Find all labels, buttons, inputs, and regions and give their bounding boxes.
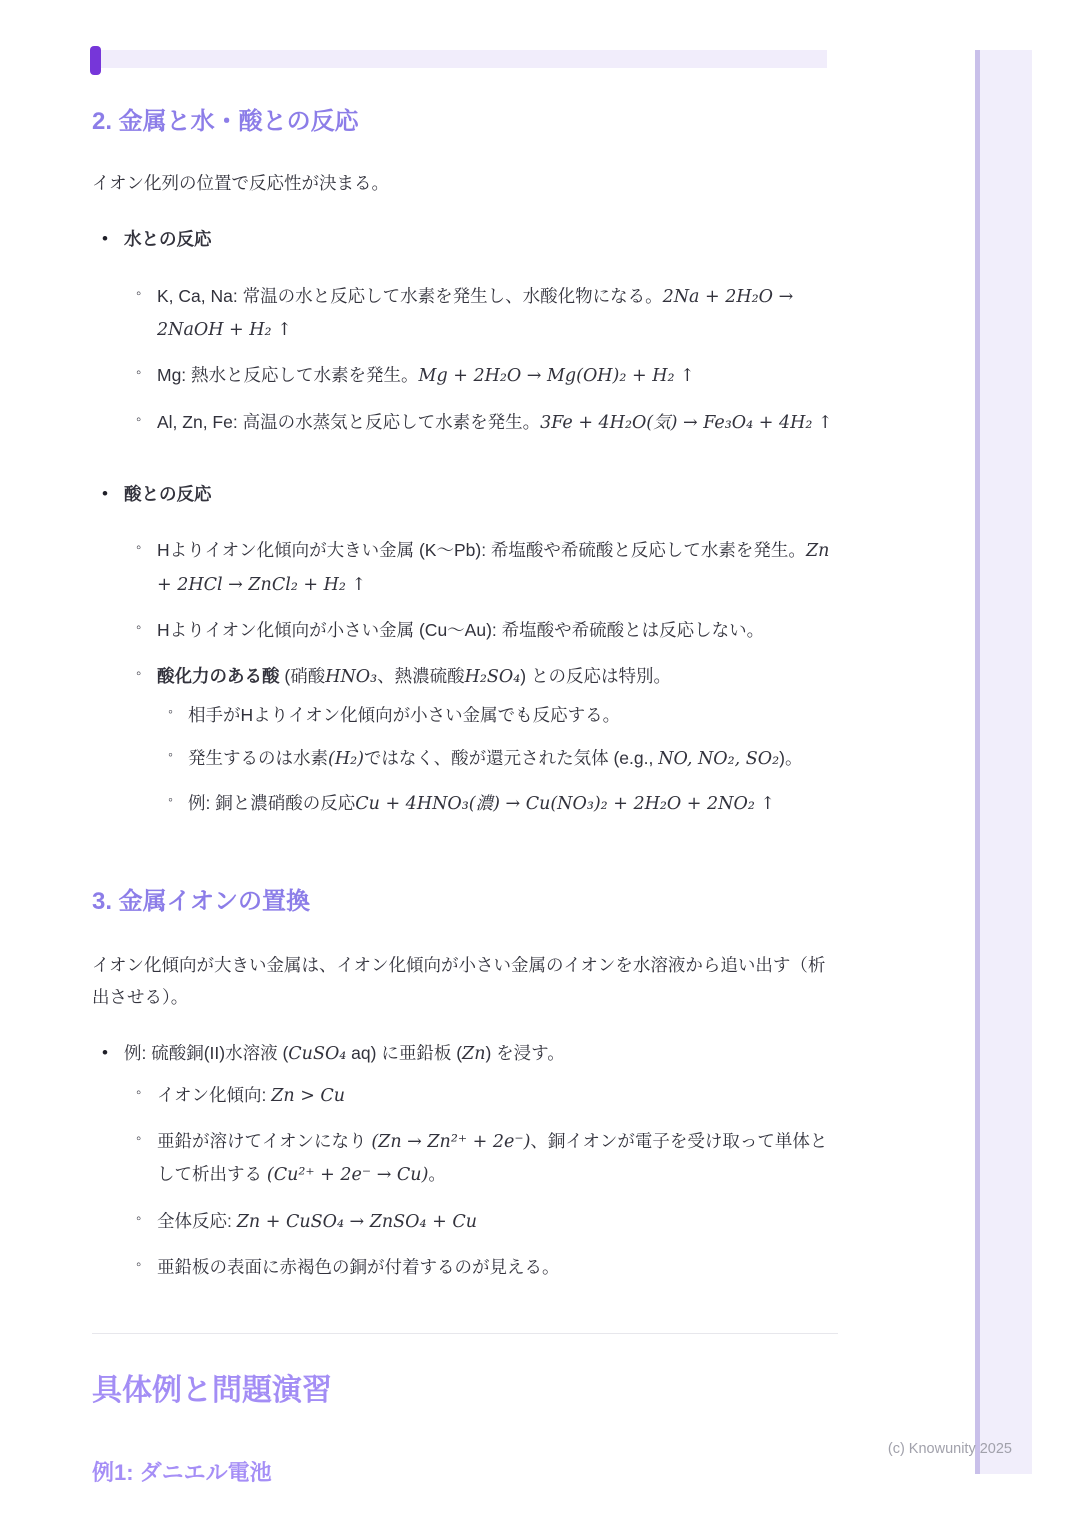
list-item-text: 全体反応: Zn + CuSO₄ → ZnSO₄ + Cu [157, 1210, 477, 1232]
list-item-text: K, Ca, Na: 常温の水と反応して水素を発生し、水酸化物になる。2Na + 2H₂O → 2NaOH + H₂ ↑ [157, 285, 794, 340]
circle-bullet-icon: ◦ [136, 539, 142, 557]
section-divider [92, 1333, 838, 1334]
list-item [168, 787, 838, 820]
list-item [136, 406, 838, 439]
example-lead-text: 例: 硫酸銅(II)水溶液 (CuSO₄ aq) に亜鉛板 (Zn) を浸す。 [124, 1043, 565, 1065]
list-item-text: Hよりイオン化傾向が小さい金属 (Cu〜Au): 希塩酸や希硫酸とは反応しない。 [157, 620, 765, 641]
list-item-text: 例: 銅と濃硝酸の反応Cu + 4HNO₃(濃) → Cu(NO₃)₂ + 2H₂O + 2NO₂ ↑ [188, 792, 776, 814]
document-content [92, 0, 838, 1488]
oxidizing-acid-sublist [168, 699, 838, 820]
list-item-text: Hよりイオン化傾向が大きい金属 (K〜Pb): 希塩酸や希硫酸と反応して水素を発生。Zn + 2HCl → ZnCl₂ + H₂ ↑ [157, 540, 830, 595]
water-reaction-sublist [136, 280, 838, 440]
copyright-notice: (c) Knowunity 2025 [887, 1441, 1012, 1457]
list-item [136, 1125, 838, 1192]
circle-bullet-icon: ◦ [136, 284, 142, 302]
circle-bullet-icon: ◦ [136, 410, 142, 428]
list-item [136, 359, 838, 392]
circle-bullet-icon: ◦ [136, 1256, 142, 1274]
circle-bullet-icon: ◦ [168, 702, 173, 719]
list-item-text: 発生するのは水素(H₂)ではなく、酸が還元された気体 (e.g., NO, NO₂, SO₂)。 [188, 748, 803, 770]
list-item-oxidizing-acid [136, 660, 838, 832]
example-1-heading: 例1: ダニエル電池 [92, 1460, 272, 1486]
list-item [168, 742, 838, 775]
list-item [168, 699, 838, 731]
examples-heading: 具体例と問題演習 [92, 1373, 332, 1407]
list-item-text: Mg: 熱水と反応して水素を発生。Mg + 2H₂O → Mg(OH)₂ + H₂ ↑ [157, 365, 695, 387]
circle-bullet-icon: ◦ [136, 619, 142, 637]
cuso4-example-sublist [136, 1079, 838, 1284]
list-item-text: Al, Zn, Fe: 高温の水蒸気と反応して水素を発生。3Fe + 4H₂O(気) → Fe₃O₄ + 4H₂ ↑ [157, 411, 833, 433]
water-reaction-heading: 水との反応 [124, 229, 212, 250]
list-item-text: 亜鉛が溶けてイオンになり (Zn → Zn²⁺ + 2e⁻)、銅イオンが電子を受け取って単体として析出する (Cu²⁺ + 2e⁻ → Cu)。 [157, 1131, 828, 1186]
section-3-heading: 3. 金属イオンの置換 [92, 888, 310, 916]
list-item-text: 亜鉛板の表面に赤褐色の銅が付着するのが見える。 [157, 1257, 560, 1278]
list-item-text: 相手がHよりイオン化傾向が小さい金属でも反応する。 [188, 704, 621, 725]
list-item [136, 534, 838, 601]
circle-bullet-icon: ◦ [136, 1083, 142, 1101]
section-2-heading: 2. 金属と水・酸との反応 [92, 108, 359, 135]
section-2-intro: イオン化列の位置で反応性が決まる。 [92, 173, 389, 194]
list-item-text: 酸化力のある酸 (硝酸HNO₃、熱濃硫酸H₂SO₄) との反応は特別。 [157, 665, 671, 687]
example-list [92, 1037, 838, 1296]
section-3-paragraph: イオン化傾向が大きい金属は、イオン化傾向が小さい金属のイオンを水溶液から追い出す（析出させる）。 [92, 955, 826, 1008]
circle-bullet-icon: ◦ [168, 746, 173, 763]
acid-reaction-sublist [136, 534, 838, 831]
acid-reaction-heading: 酸との反応 [124, 484, 212, 505]
list-item [136, 1251, 838, 1283]
list-item-water-reaction [92, 223, 838, 452]
list-item-acid-reaction [92, 478, 838, 844]
reaction-list [92, 223, 838, 844]
circle-bullet-icon: ◦ [136, 1130, 142, 1148]
list-item [136, 1079, 838, 1112]
bullet-icon: • [102, 484, 108, 504]
list-item [136, 614, 838, 646]
list-item-text: イオン化傾向: Zn > Cu [157, 1084, 346, 1106]
circle-bullet-icon: ◦ [136, 1209, 142, 1227]
bullet-icon: • [102, 229, 108, 249]
list-item [136, 1205, 838, 1238]
circle-bullet-icon: ◦ [168, 790, 173, 807]
list-item-cuso4-example [92, 1037, 838, 1296]
page-edge-bar [975, 50, 1032, 1474]
list-item [136, 280, 838, 347]
circle-bullet-icon: ◦ [136, 664, 142, 682]
bullet-icon: • [102, 1043, 108, 1063]
circle-bullet-icon: ◦ [136, 364, 142, 382]
